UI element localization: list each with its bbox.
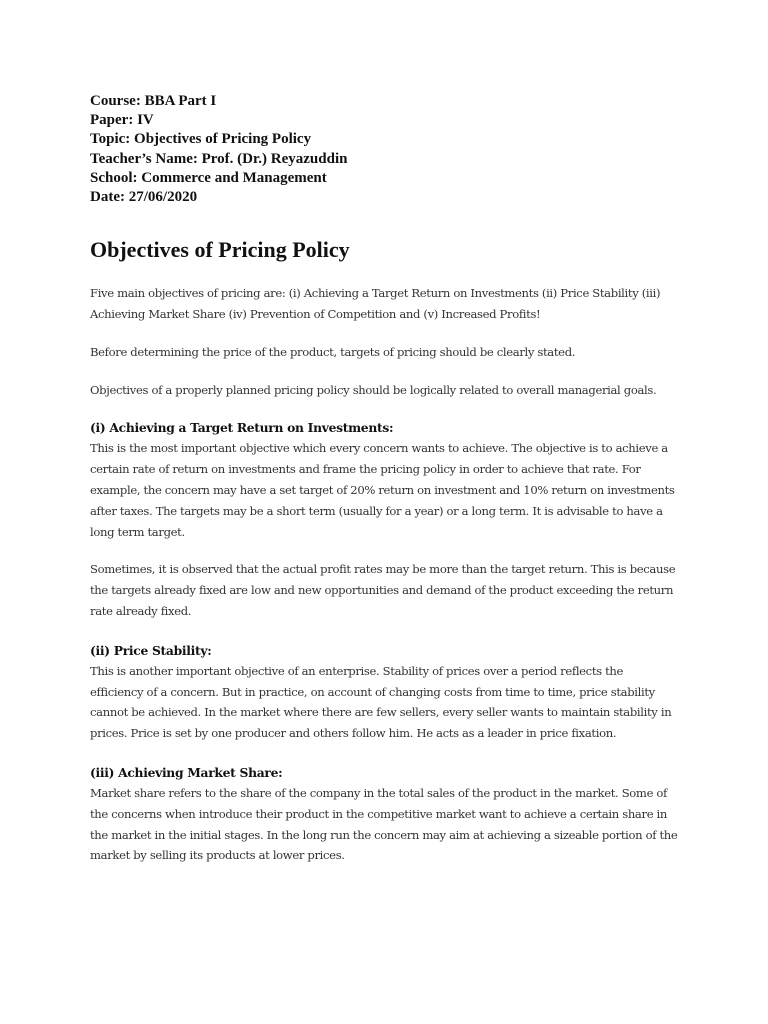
intro-paragraph: Before determining the price of the product, targets of pricing should be clearly stated. [90, 344, 576, 359]
section-heading: (i) Achieving a Target Return on Investments: [90, 420, 394, 436]
course-metadata [90, 92, 678, 207]
section-price-stability [90, 641, 678, 744]
section-target-return [90, 418, 678, 621]
intro-paragraph: Five main objectives of pricing are: (i) Achieving a Target Return on Investments (ii) Price Stability (iii) Achieving Market Share (iv) Prevention of Competition and (v) Increased Profits! [90, 286, 661, 322]
section-heading: (iii) Achieving Market Share: [90, 764, 283, 780]
document-title: Objectives of Pricing Policy [90, 237, 350, 263]
topic-line: Topic: Objectives of Pricing Policy [90, 131, 312, 148]
date-line: Date: 27/06/2020 [90, 189, 198, 206]
paper-line: Paper: IV [90, 112, 154, 129]
section-paragraph: Sometimes, it is observed that the actual profit rates may be more than the target return. This is because the targets already fixed are low and new opportunities and demand of the product exceeding the return rate already fixed. [90, 562, 676, 618]
section-paragraph: Market share refers to the share of the company in the total sales of the product in the market. Some of the concerns when introduce their product in the competitive market want to achieve a certain share in the market in the initial stages. In the long run the concern may aim at achieving a sizeable portion of the market by selling its products at lower prices. [90, 785, 678, 863]
course-line: Course: BBA Part I [90, 93, 217, 109]
intro-paragraph: Objectives of a properly planned pricing policy should be logically related to overall managerial goals. [90, 382, 657, 397]
section-heading: (ii) Price Stability: [90, 642, 212, 658]
section-market-share [90, 763, 678, 866]
section-paragraph: This is another important objective of an enterprise. Stability of prices over a period reflects the efficiency of a concern. But in practice, on account of changing costs from time to time, price stability cannot be achieved. In the market where there are few sellers, every seller wants to maintain stability in prices. Price is set by one producer and others follow him. He acts as a leader in price fixation. [90, 663, 672, 741]
school-line: School: Commerce and Management [90, 169, 327, 186]
section-paragraph: This is the most important objective which every concern wants to achieve. The objective is to achieve a certain rate of return on investments and frame the pricing policy in order to achieve that rate. For example, the concern may have a set target of 20% return on investment and 10% return on investments after taxes. The targets may be a short term (usually for a year) or a long term. It is advisable to have a long term target. [90, 441, 675, 539]
teacher-line: Teacher’s Name: Prof. (Dr.) Reyazuddin [90, 150, 348, 167]
